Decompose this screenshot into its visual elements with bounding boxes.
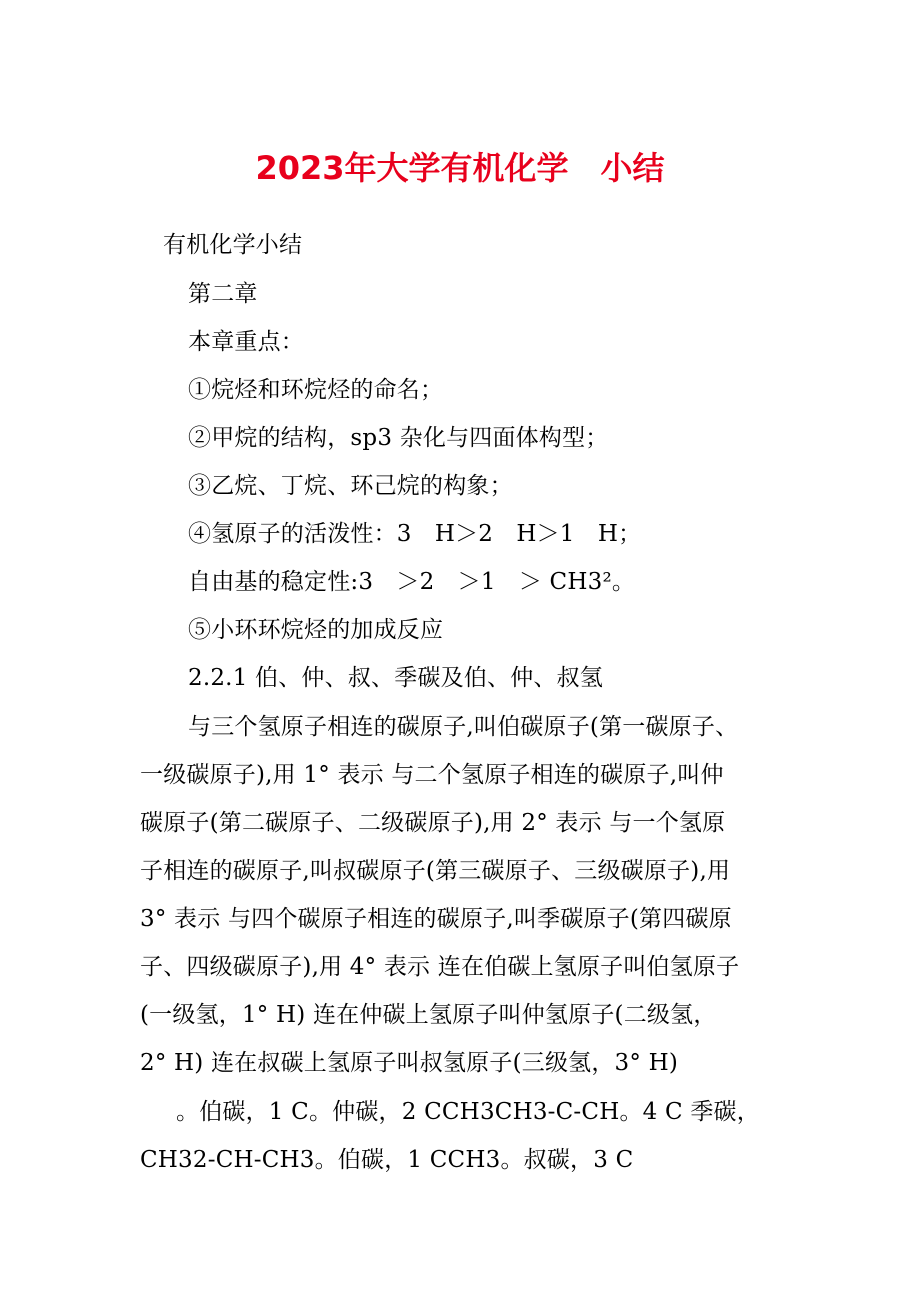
body-text-line: 3° 表示 与四个碳原子相连的碳原子,叫季碳原子(第四碳原 bbox=[140, 906, 732, 932]
body-text-line: 与三个氢原子相连的碳原子,叫伯碳原子(第一碳原子、 bbox=[188, 714, 739, 740]
body-text-line: 。伯碳，1 C。仲碳，2 CCH3CH3-C-CH。4 C 季碳， bbox=[176, 1099, 760, 1125]
body-text-line: CH32-CH-CH3。伯碳，1 CCH3。叔碳，3 C bbox=[140, 1147, 634, 1173]
body-text-line: 子、四级碳原子),用 4° 表示 连在伯碳上氢原子叫伯氢原子 bbox=[140, 954, 740, 980]
body-text-line: (一级氢，1° H) 连在仲碳上氢原子叫仲氢原子(二级氢， bbox=[140, 1002, 717, 1028]
body-text-line: 一级碳原子),用 1° 表示 与二个氢原子相连的碳原子,叫仲 bbox=[140, 762, 724, 788]
key-point-3: ③乙烷、丁烷、环己烷的构象； bbox=[188, 473, 513, 499]
section-heading: 有机化学小结 bbox=[163, 232, 303, 258]
subsection-heading: 2.2.1 伯、仲、叔、季碳及伯、仲、叔氢 bbox=[188, 665, 604, 691]
key-points-heading: 本章重点： bbox=[188, 329, 304, 355]
key-point-2: ②甲烷的结构，sp3 杂化与四面体构型； bbox=[188, 425, 609, 451]
key-point-5: ⑤小环环烷烃的加成反应 bbox=[188, 617, 444, 643]
chapter-heading: 第二章 bbox=[188, 281, 258, 307]
document-title: 2023年大学有机化学 小结 bbox=[255, 149, 665, 187]
body-text-line: 2° H) 连在叔碳上氢原子叫叔氢原子(三级氢，3° H) bbox=[140, 1050, 679, 1076]
body-text-line: 子相连的碳原子,叫叔碳原子(第三碳原子、三级碳原子),用 bbox=[140, 858, 731, 884]
key-point-1: ①烷烃和环烷烃的命名； bbox=[188, 377, 444, 403]
body-text-line: 碳原子(第二碳原子、二级碳原子),用 2° 表示 与一个氢原 bbox=[140, 810, 726, 836]
key-point-4: ④氢原子的活泼性：3 H＞2 H＞1 H； bbox=[188, 521, 642, 547]
radical-stability-line: 自由基的稳定性:3 ＞2 ＞1 ＞ CH3²。 bbox=[188, 569, 636, 595]
